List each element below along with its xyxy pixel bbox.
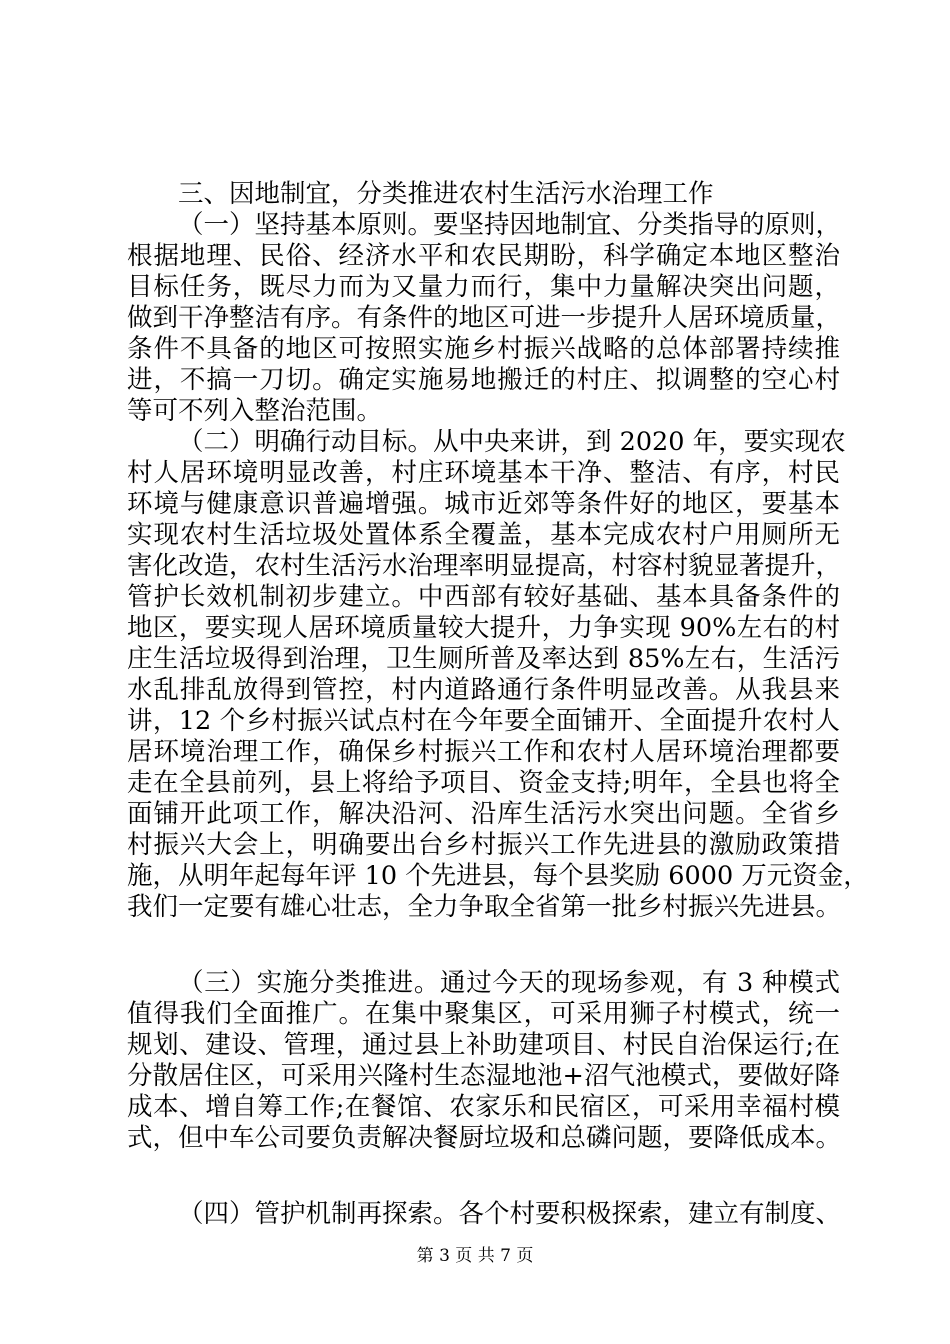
paragraph-3-line: 式，但中车公司要负责解决餐厨垃圾和总磷问题，要降低成本。 (127, 1123, 842, 1153)
paragraph-3-line: 成本、增自筹工作;在餐馆、农家乐和民宿区，可采用幸福村模 (127, 1092, 840, 1122)
paragraph-1-line: （一）坚持基本原则。要坚持因地制宜、分类指导的原则， (178, 210, 842, 240)
paragraph-2-line: 面铺开此项工作，解决沿河、沿库生活污水突出问题。全省乡 (127, 799, 840, 829)
paragraph-2-line: 实现农村生活垃圾处置体系全覆盖，基本完成农村户用厕所无 (127, 520, 840, 550)
paragraph-2-line: 走在全县前列，县上将给予项目、资金支持;明年，全县也将全 (127, 768, 840, 798)
paragraph-2-line: 地区，要实现人居环境质量较大提升，力争实现 90%左右的村 (127, 613, 840, 643)
paragraph-1-line: 进，不搞一刀切。确定实施易地搬迁的村庄、拟调整的空心村 (127, 365, 840, 395)
paragraph-3-line: （三）实施分类推进。通过今天的现场参观，有 3 种模式 (178, 968, 840, 998)
section-heading: 三、因地制宜，分类推进农村生活污水治理工作 (178, 179, 714, 209)
paragraph-4-line: （四）管护机制再探索。各个村要积极探索，建立有制度、 (178, 1199, 842, 1229)
paragraph-2-line: 环境与健康意识普遍增强。城市近郊等条件好的地区，要基本 (127, 489, 840, 519)
paragraph-2-line: 水乱排乱放得到管控，村内道路通行条件明显改善。从我县来 (127, 675, 840, 705)
paragraph-2-line: 庄生活垃圾得到治理，卫生厕所普及率达到 85%左右，生活污 (127, 644, 840, 674)
paragraph-2-line: 我们一定要有雄心壮志，全力争取全省第一批乡村振兴先进县。 (127, 892, 842, 922)
paragraph-2-line: 居环境治理工作，确保乡村振兴工作和农村人居环境治理都要 (127, 737, 840, 767)
paragraph-1-line: 目标任务，既尽力而为又量力而行，集中力量解决突出问题， (127, 272, 840, 302)
paragraph-2-line: 村振兴大会上，明确要出台乡村振兴工作先进县的激励政策措 (127, 830, 840, 860)
page-number-footer: 第 3 页 共 7 页 (416, 1246, 534, 1266)
paragraph-3-line: 规划、建设、管理，通过县上补助建项目、村民自治保运行;在 (127, 1030, 840, 1060)
paragraph-1-line: 等可不列入整治范围。 (127, 396, 383, 426)
paragraph-2-line: 管护长效机制初步建立。中西部有较好基础、基本具备条件的 (127, 582, 840, 612)
paragraph-3-line: 分散居住区，可采用兴隆村生态湿地池+沼气池模式，要做好降 (127, 1061, 840, 1091)
paragraph-2-line: 施，从明年起每年评 10 个先进县，每个县奖励 6000 万元资金， (127, 861, 869, 891)
paragraph-1-line: 条件不具备的地区可按照实施乡村振兴战略的总体部署持续推 (127, 334, 840, 364)
paragraph-2-line: 害化改造，农村生活污水治理率明显提高，村容村貌显著提升， (127, 551, 842, 581)
paragraph-2-line: 村人居环境明显改善，村庄环境基本干净、整洁、有序，村民 (127, 458, 840, 488)
paragraph-1-line: 根据地理、民俗、经济水平和农民期盼，科学确定本地区整治 (127, 241, 840, 271)
paragraph-2-line: 讲，12 个乡村振兴试点村在今年要全面铺开、全面提升农村人 (127, 706, 840, 736)
paragraph-3-line: 值得我们全面推广。在集中聚集区，可采用狮子村模式，统一 (127, 999, 840, 1029)
paragraph-2-line: （二）明确行动目标。从中央来讲，到 2020 年，要实现农 (178, 427, 846, 457)
paragraph-1-line: 做到干净整洁有序。有条件的地区可进一步提升人居环境质量， (127, 303, 842, 333)
